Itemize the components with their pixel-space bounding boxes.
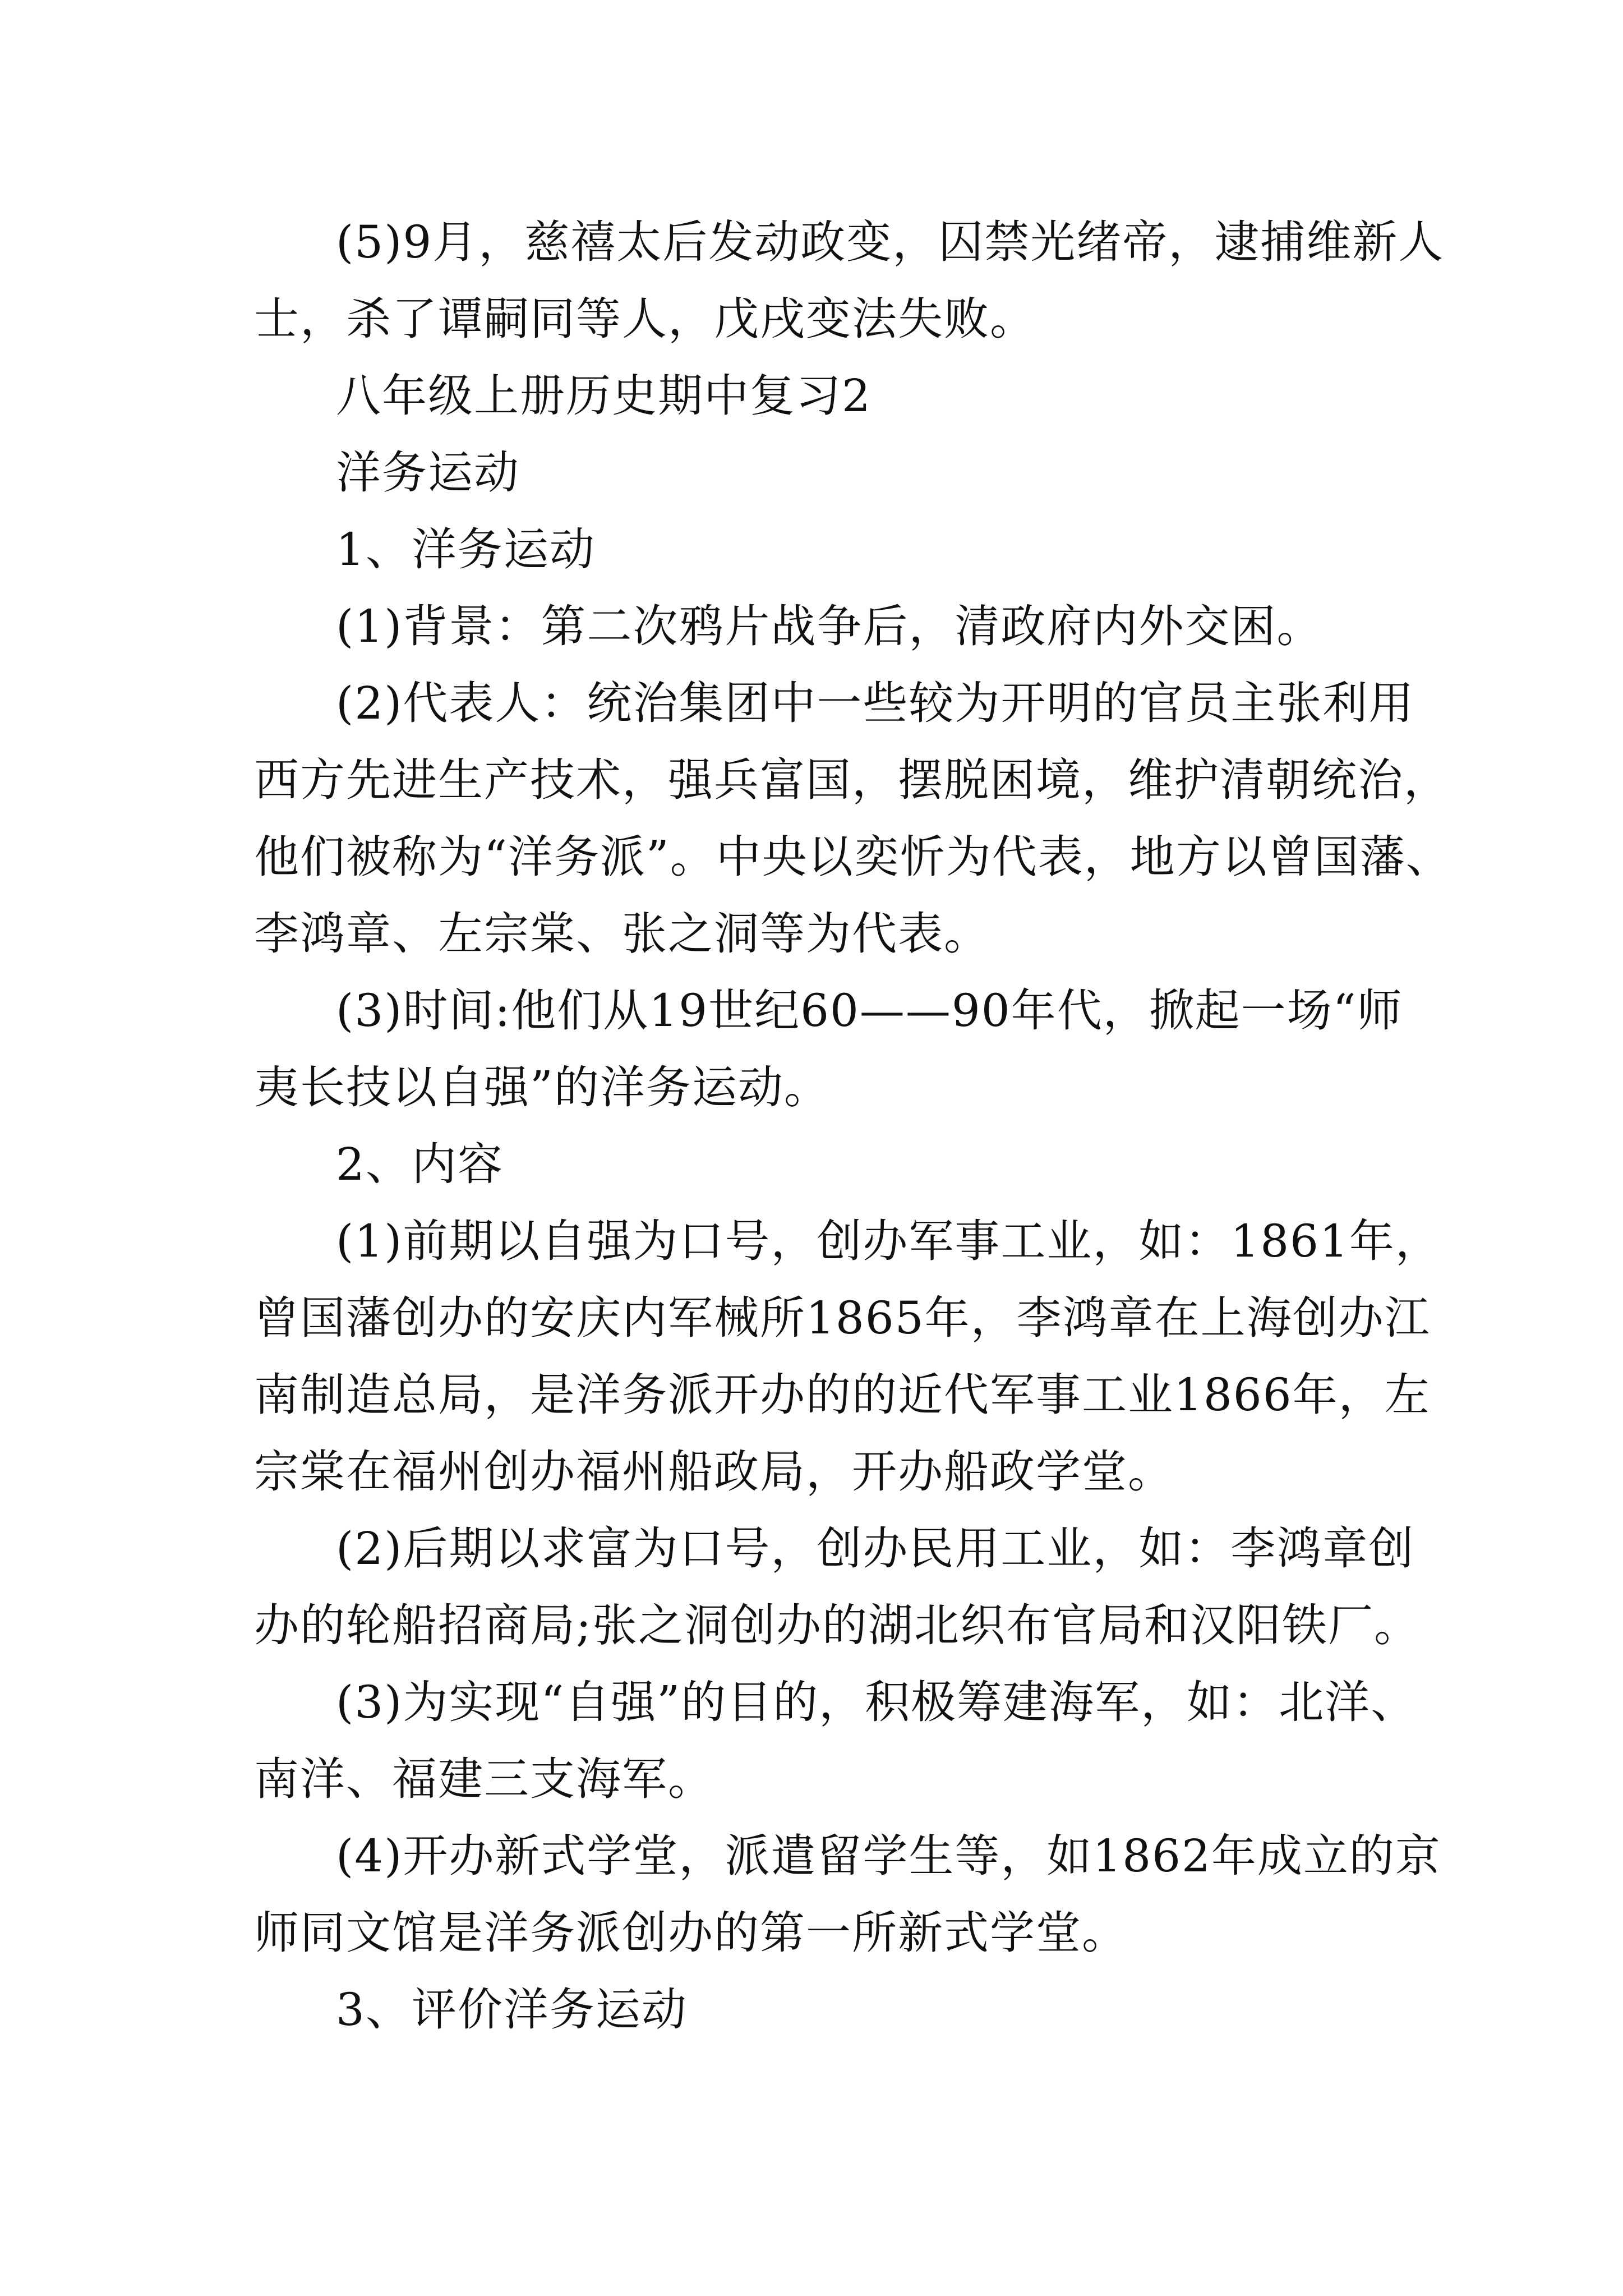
- paragraph-line: 宗棠在福州创办福州船政局，开办船政学堂。: [254, 1446, 1174, 1498]
- paragraph-line: 他们被称为“洋务派”。中央以奕忻为代表，地方以曾国藩、: [254, 831, 1452, 883]
- paragraph-line: (3)为实现“自强”的目的，积极筹建海军，如：北洋、: [336, 1676, 1417, 1728]
- section-title: 八年级上册历史期中复习2: [336, 370, 872, 422]
- subsection-heading: 3、评价洋务运动: [336, 1984, 688, 2036]
- paragraph-line: (2)代表人：统治集团中一些较为开明的官员主张利用: [336, 677, 1415, 729]
- paragraph-line: (1)前期以自强为口号，创办军事工业，如：1861年，: [336, 1215, 1441, 1267]
- section-heading: 洋务运动: [336, 447, 520, 499]
- subsection-heading: 2、内容: [336, 1138, 504, 1190]
- paragraph-line: 西方先进生产技术，强兵富国，摆脱困境，维护清朝统治，: [254, 754, 1450, 806]
- paragraph-line: (1)背景：第二次鸦片战争后，清政府内外交困。: [336, 600, 1323, 652]
- paragraph-line: (4)开办新式学堂，派遣留学生等，如1862年成立的京: [336, 1830, 1441, 1882]
- paragraph-line: (5)9月，慈禧太后发动政变，囚禁光绪帝，逮捕维新人: [336, 216, 1445, 268]
- paragraph-line: 夷长技以自强”的洋务运动。: [254, 1061, 830, 1114]
- paragraph-line: 李鸿章、左宗棠、张之洞等为代表。: [254, 908, 990, 960]
- paragraph-line: 师同文馆是洋务派创办的第一所新式学堂。: [254, 1907, 1128, 1959]
- paragraph-line: (2)后期以求富为口号，创办民用工业，如：李鸿章创: [336, 1522, 1415, 1575]
- paragraph-line: 曾国藩创办的安庆内军械所1865年，李鸿章在上海创办江: [254, 1292, 1431, 1344]
- paragraph-line: 南制造总局，是洋务派开办的的近代军事工业1866年，左: [254, 1369, 1431, 1421]
- paragraph-line: 南洋、福建三支海军。: [254, 1753, 714, 1805]
- paragraph-line: 士，杀了谭嗣同等人，戊戌变法失败。: [254, 293, 1036, 345]
- document-body: [254, 204, 1452, 2048]
- paragraph-line: 办的轮船招商局;张之洞创办的湖北织布官局和汉阳铁厂。: [254, 1599, 1420, 1651]
- paragraph-line: (3)时间:他们从19世纪60——90年代，掀起一场“师: [336, 984, 1403, 1037]
- subsection-heading: 1、洋务运动: [336, 523, 596, 576]
